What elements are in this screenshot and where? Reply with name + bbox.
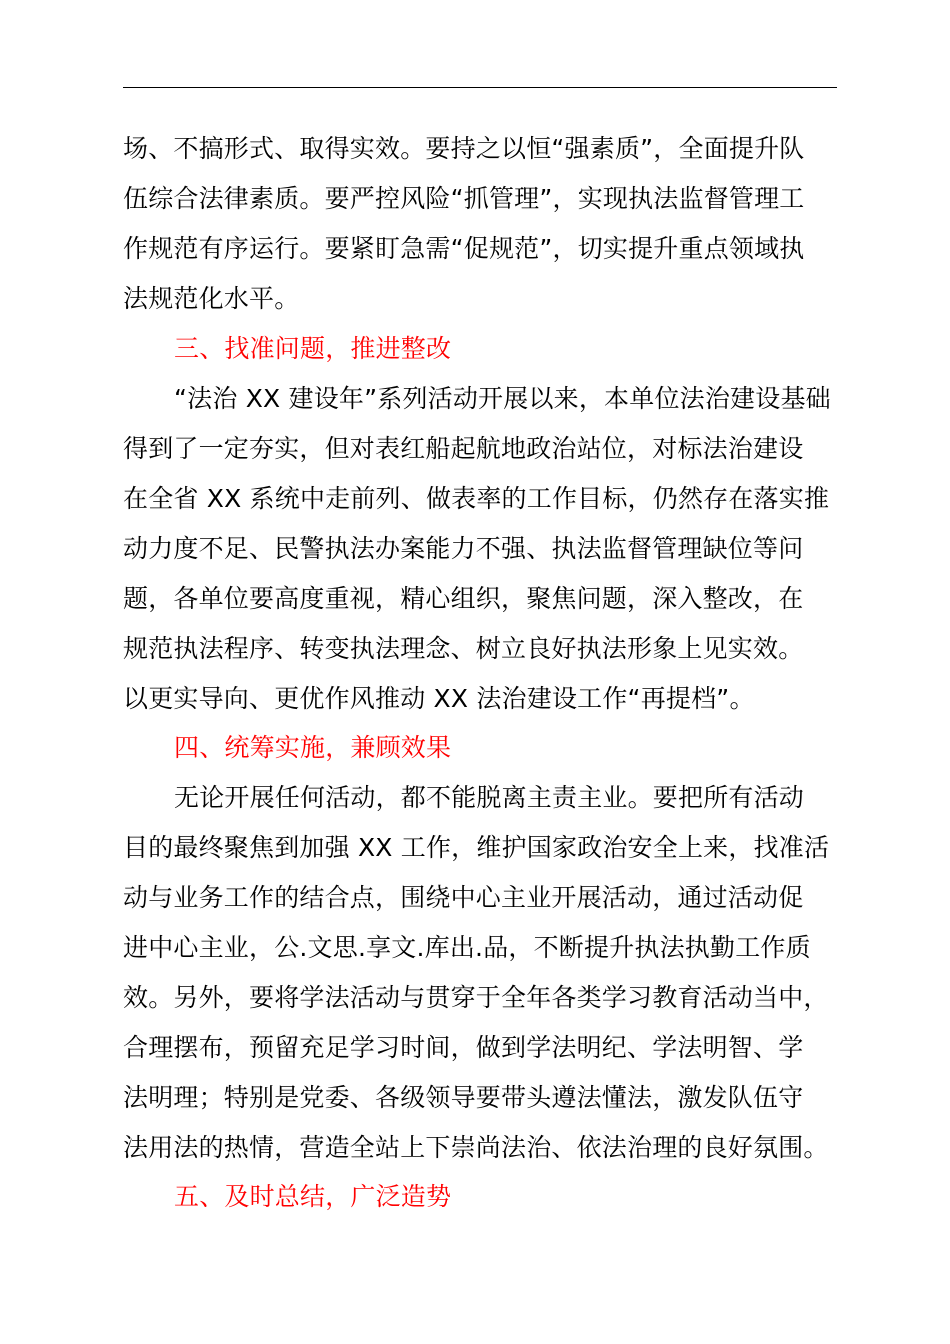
section-heading-4: 四、统筹实施，兼顾效果 bbox=[174, 733, 452, 762]
body-line: 效。另外，要将学法活动与贯穿于全年各类学习教育活动当中， bbox=[123, 983, 829, 1012]
section-heading-5: 五、及时总结，广泛造势 bbox=[174, 1182, 452, 1211]
paragraph-first-line: 无论开展任何活动，都不能脱离主责主业。要把所有活动 bbox=[174, 783, 805, 812]
header-rule bbox=[123, 87, 837, 88]
body-line: 合理摆布，预留充足学习时间，做到学法明纪、学法明智、学 bbox=[123, 1033, 804, 1062]
body-line: 规范执法程序、转变执法理念、树立良好执法形象上见实效。 bbox=[123, 634, 804, 663]
body-line: 法明理；特别是党委、各级领导要带头遵法懂法，激发队伍守 bbox=[123, 1083, 804, 1112]
paragraph-first-line: “法治 XX 建设年”系列活动开展以来，本单位法治建设基础 bbox=[174, 384, 831, 413]
body-line: 目的最终聚焦到加强 XX 工作，维护国家政治安全上来，找准活 bbox=[123, 833, 830, 862]
body-line: 题，各单位要高度重视，精心组织，聚焦问题，深入整改，在 bbox=[123, 584, 804, 613]
body-line: 伍综合法律素质。要严控风险“抓管理”，实现执法监督管理工 bbox=[123, 184, 805, 213]
body-line: 得到了一定夯实，但对表红船起航地政治站位，对标法治建设 bbox=[123, 434, 804, 463]
body-line: 动与业务工作的结合点，围绕中心主业开展活动，通过活动促 bbox=[123, 883, 804, 912]
body-line: 在全省 XX 系统中走前列、做表率的工作目标，仍然存在落实推 bbox=[123, 484, 830, 513]
body-line: 进中心主业，公.文思.享文.库出.品，不断提升执法执勤工作质 bbox=[123, 933, 811, 962]
section-heading-3: 三、找准问题，推进整改 bbox=[174, 334, 452, 363]
body-line: 法用法的热情，营造全站上下崇尚法治、依法治理的良好氛围。 bbox=[123, 1133, 829, 1162]
body-line: 场、不搞形式、取得实效。要持之以恒“强素质”，全面提升队 bbox=[123, 134, 805, 163]
body-line: 法规范化水平。 bbox=[123, 284, 300, 313]
body-line: 作规范有序运行。要紧盯急需“促规范”，切实提升重点领域执 bbox=[123, 234, 805, 263]
body-line: 以更实导向、更优作风推动 XX 法治建设工作“再提档”。 bbox=[123, 684, 755, 713]
body-line: 动力度不足、民警执法办案能力不强、执法监督管理缺位等问 bbox=[123, 534, 804, 563]
